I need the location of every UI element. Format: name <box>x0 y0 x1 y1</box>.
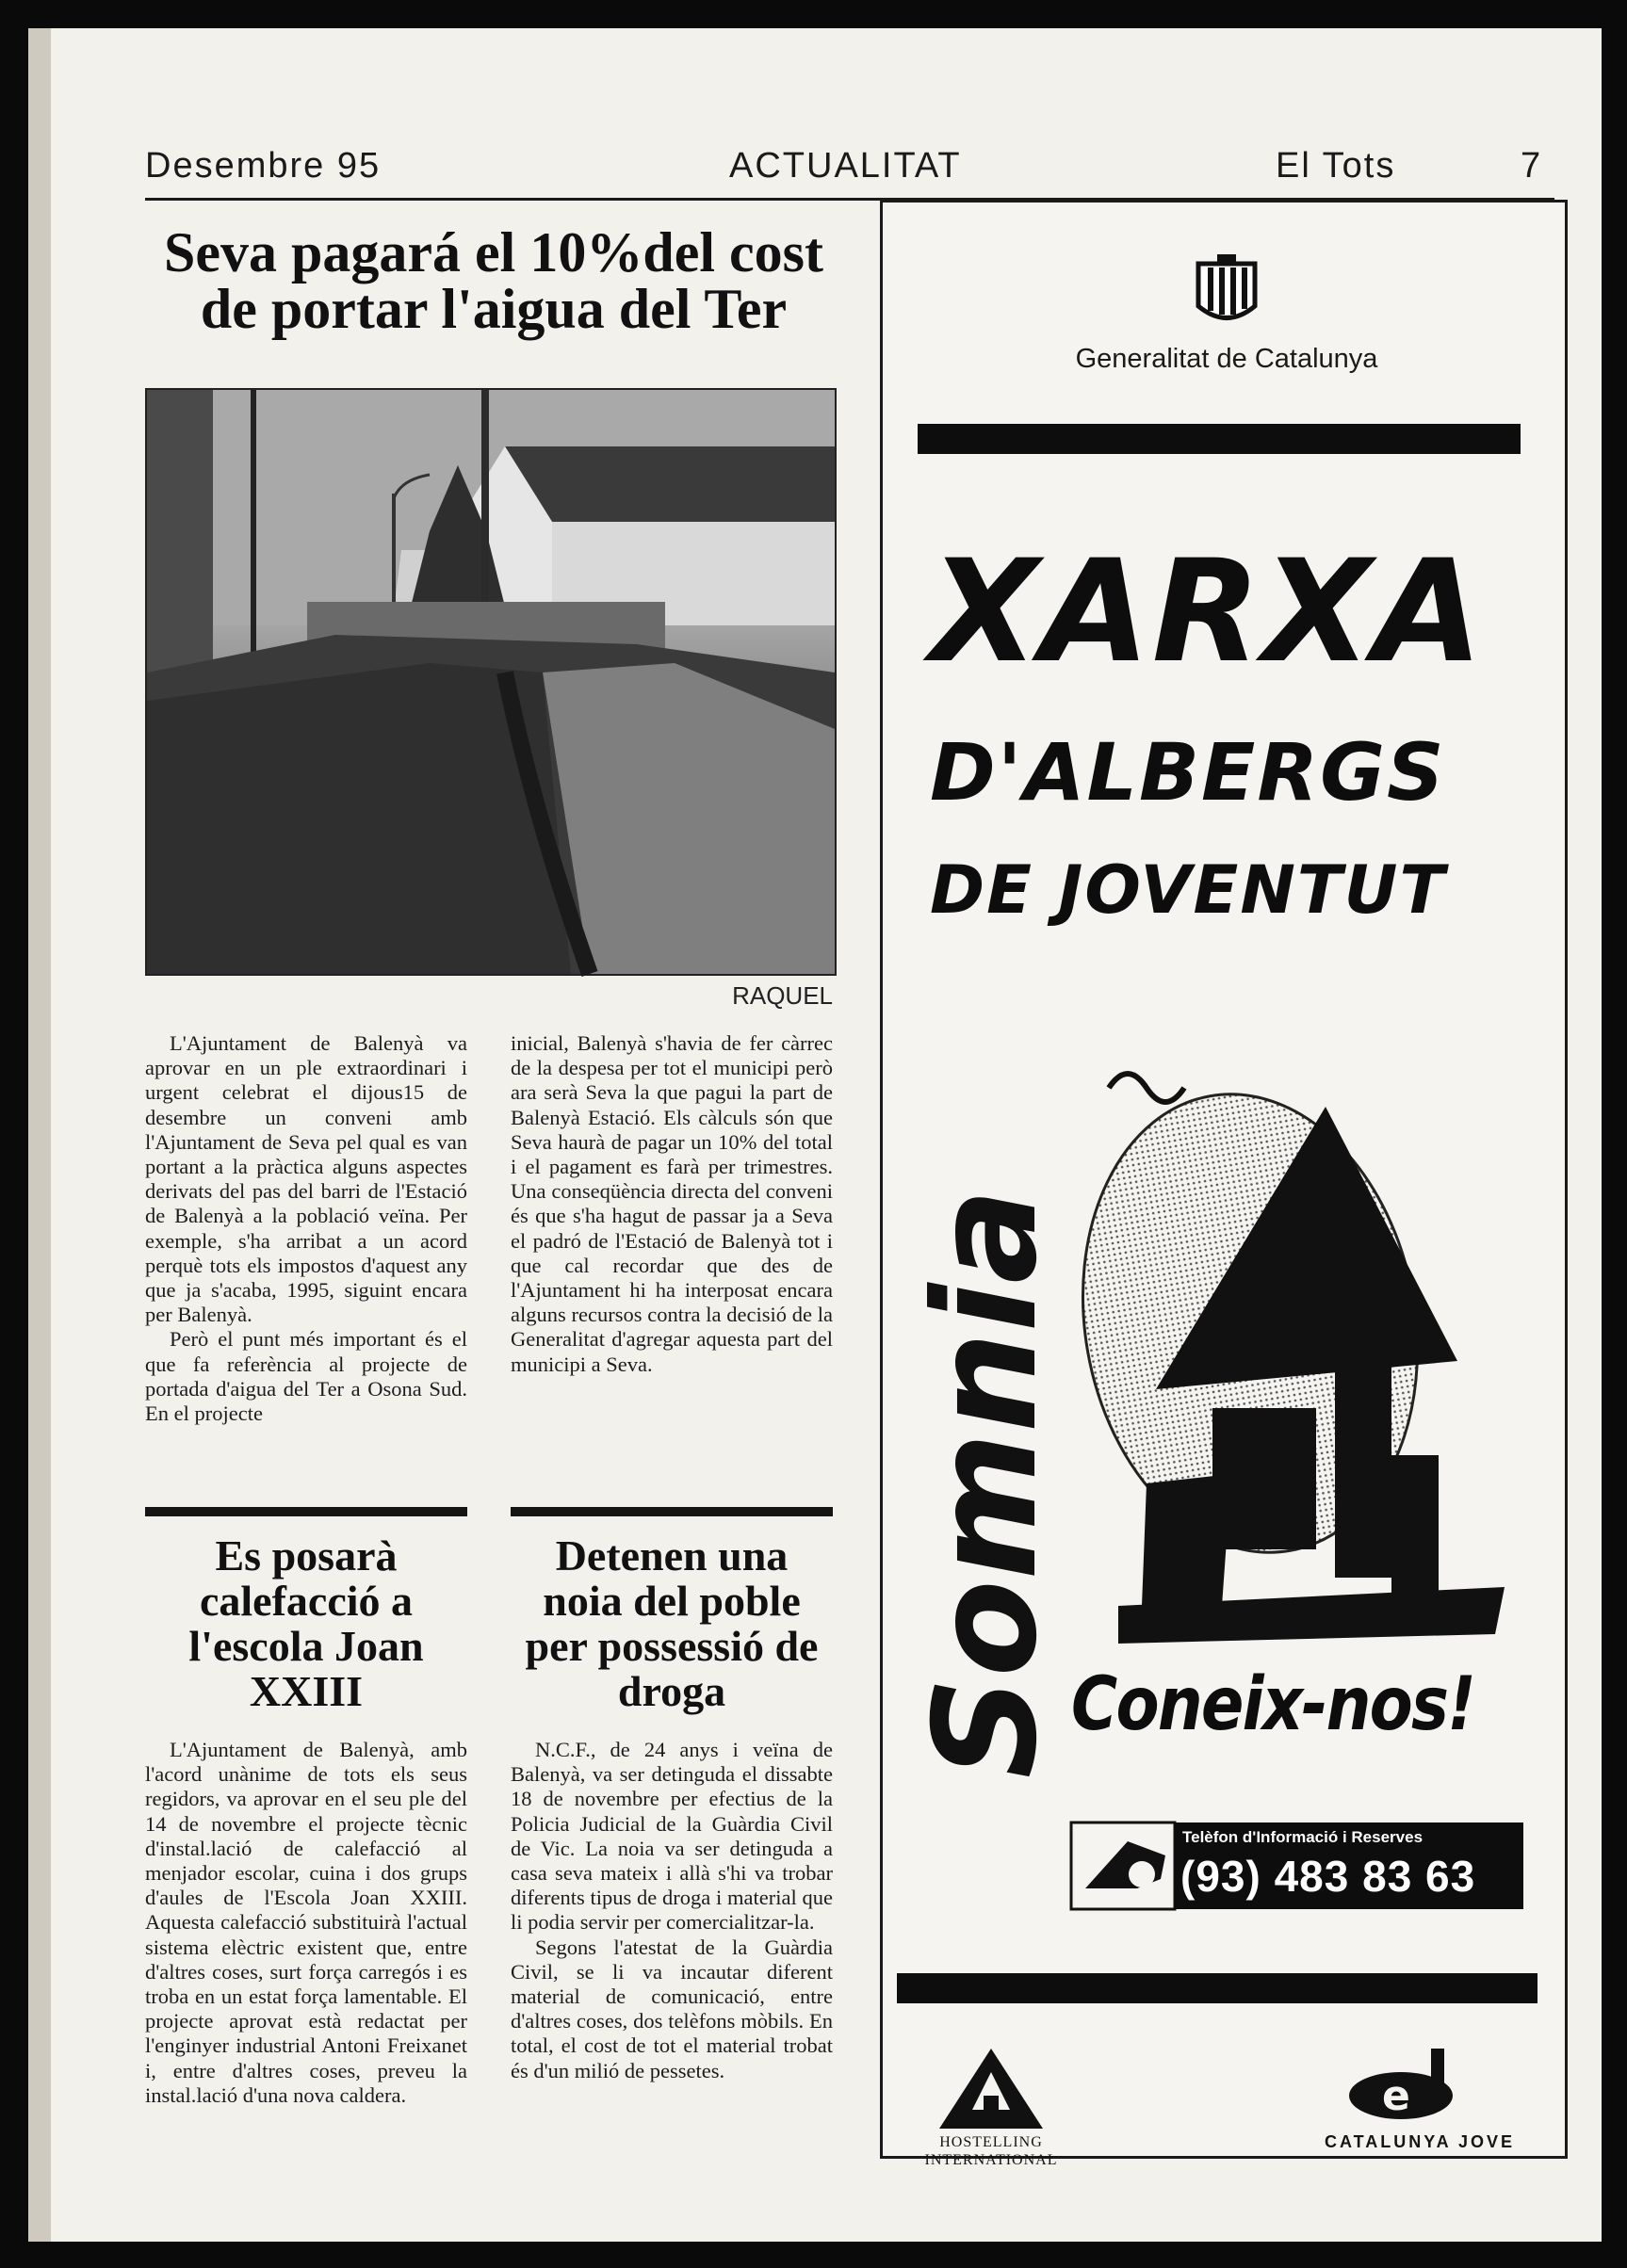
catalunya-jove-text: CATALUNYA JOVE <box>1324 2132 1516 2151</box>
publication-name: El Tots <box>1276 146 1396 186</box>
section-rule-right <box>511 1507 833 1516</box>
main-headline <box>145 221 842 340</box>
ad-issuer: Generalitat de Catalunya <box>1075 344 1378 374</box>
hostelling-international-logo-icon <box>935 2044 1048 2133</box>
article2-body <box>145 1738 467 2108</box>
house-moon-illustration <box>1052 1031 1542 1644</box>
photo-credit: RAQUEL <box>732 981 833 1010</box>
main-article-column-1 <box>145 1031 467 1426</box>
main-headline-line1: Seva pagará el 10%del cost <box>164 221 823 284</box>
article3-body <box>511 1738 833 2083</box>
section-rule-left <box>145 1507 467 1516</box>
main-article-paragraph: L'Ajuntament de Balenyà va aprovar en un ple extraordinari i urgent celebrat el dijous15 de desembre un conveni amb l'Ajuntament de Seva pel qual es van portant a la pràctica alguns aspectes derivats del pas del barri de l'Estació de Balenyà a la població veïna. Per exemple, s'ha arribat a un acord perquè tots els impostos d'aquest any que ja s'acaba, 1995, siguint encara per Balenyà. <box>145 1031 467 1327</box>
ad-bottom-bar <box>897 1973 1538 2003</box>
ad-slogan: Coneix-nos! <box>1071 1662 1475 1747</box>
article3-paragraph: N.C.F., de 24 anys i veïna de Balenyà, va ser detinguda el dissabte 18 de novembre per efectius de la Policia Judicial de la Guàrdia Civil de Vic. La noia va ser detinguda a casa seva mateix i allà s'hi va trobar diferents tipus de droga i material que li podia servir per comercialitzar-la. <box>511 1738 833 1935</box>
telephone-icon <box>1071 1822 1175 1909</box>
main-article-paragraph: Però el punt més important és el que fa referència al projecte de portada d'aigua del Ter a Osona Sud. En el projecte <box>145 1327 467 1426</box>
main-headline-line2: de portar l'aigua del Ter <box>200 278 788 340</box>
newspaper-page <box>28 28 1602 2242</box>
ad-title-line2: D'ALBERGS <box>930 726 1446 818</box>
ad-vertical-text: Somnia <box>904 1188 1068 1779</box>
photo-illustration <box>147 390 835 974</box>
article3-headline: Detenen una noia del poble per possessió de droga <box>525 1531 819 1715</box>
article3-paragraph: Segons l'atestat de la Guàrdia Civil, se li va incautar diferent material de comunicació, entre d'altres coses, dos telèfons mòbils. En total, el cost de tot el material trobat és d'un milió de pessetes. <box>511 1935 833 2082</box>
news-photo <box>145 388 837 976</box>
phone-label: Telèfon d'Informació i Reserves <box>1182 1828 1424 1846</box>
youth-hostel-advertisement <box>880 200 1568 2168</box>
catalunya-jove-logo-icon <box>1344 2044 1467 2124</box>
issue-date: Desembre 95 <box>145 146 382 186</box>
hostelling-international-text: HOSTELLING INTERNATIONAL <box>924 2134 1058 2168</box>
phone-number: (93) 483 83 63 <box>1180 1852 1476 1901</box>
generalitat-emblem-icon <box>1189 254 1264 330</box>
article2-headline: Es posarà calefacció a l'escola Joan XXIII <box>188 1531 424 1715</box>
ad-title-line1: XARXA <box>930 530 1485 694</box>
article2-paragraph: L'Ajuntament de Balenyà, amb l'acord unànime de tots els seus regidors, va aprovar en el seu ple del 14 de novembre el projecte tècnic d'instal.lació de calefacció al menjador escolar, cuina i dos grups d'aules de l'Escola Joan XXIII. Aquesta calefacció substituirà l'actual sistema elèctric existent que, entre d'altres coses, surt força carregós i es troba en un estat força lamentable. El projecte aprovat està redactat per l'enginyer industrial Antoni Freixanet i, entre d'altres coses, preveu la instal.lació d'una nova caldera. <box>145 1738 467 2107</box>
page-number: 7 <box>1521 146 1543 186</box>
section-title: ACTUALITAT <box>729 146 962 186</box>
main-article-column-2 <box>511 1031 833 1377</box>
phone-box <box>1175 1822 1523 1909</box>
ad-top-bar <box>918 424 1521 454</box>
ad-title-line3: DE JOVENTUT <box>930 851 1447 929</box>
main-article-paragraph: inicial, Balenyà s'havia de fer càrrec de la despesa per tot el municipi però ara serà Seva la que pagui la part de Balenyà Estació. Els càlculs són que Seva haurà de pagar un 10% del total i el pagament es farà per trimestres. Una conseqüència directa del conveni és que s'ha hagut de passar ja a Seva el padró de l'Estació de Balenyà tot i que cal recordar que des de l'Ajuntament hi ha interposat encara alguns recursos contra la decisió de la Generalitat d'agregar aquesta part del municipi a Seva. <box>511 1031 833 1376</box>
svg-text:e: e <box>1382 2072 1410 2120</box>
